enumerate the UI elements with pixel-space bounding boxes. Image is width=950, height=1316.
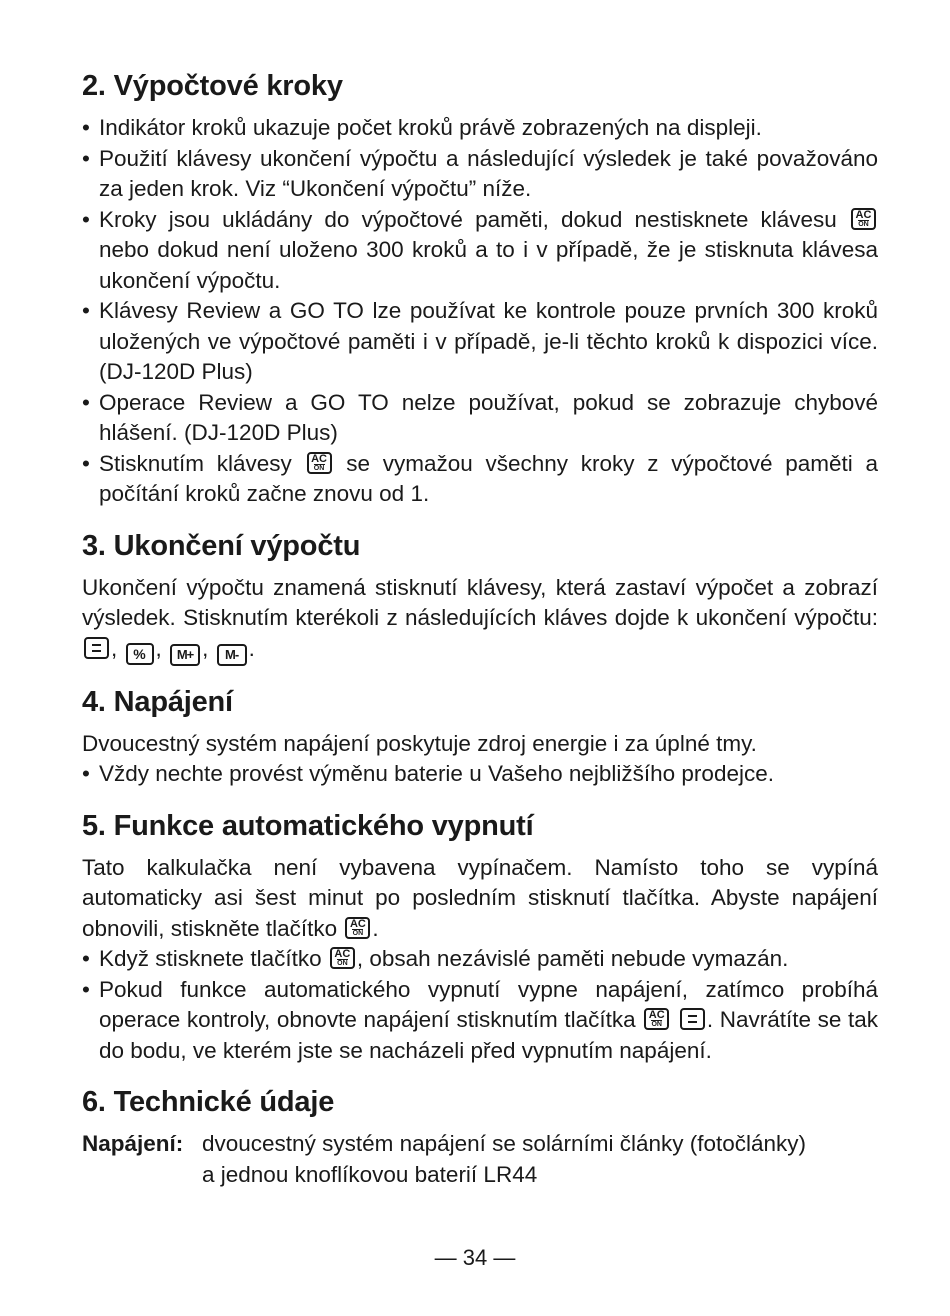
text: Kroky jsou ukládány do výpočtové paměti, dokud nestisknete klávesu xyxy=(99,206,837,232)
text: nebo dokud není uloženo 300 kroků a to i v případě, že je stisknuta klávesa ukončení výpočtu. xyxy=(99,237,878,293)
list-item: • Vždy nechte provést výměnu baterie u Vašeho nejbližšího prodejce. xyxy=(82,759,878,790)
paragraph: Tato kalkulačka není vybavena vypínačem. Namísto toho se vypíná automaticky asi šest minut po posledním stisknutí tlačítka. Abyste napájení obnovili, stiskněte tlačítko AC ON . xyxy=(82,854,878,941)
section-calculation-steps xyxy=(82,66,878,510)
list-item xyxy=(82,205,878,297)
paragraph: Ukončení výpočtu znamená stisknutí klávesy, která zastaví výpočet a zobrazí výsledek. Stisknutím kterékoli z následujících kláves dojde k ukončení výpočtu: , % , M+ , M- . xyxy=(82,573,878,666)
section-heading: 4. Napájení xyxy=(82,685,233,718)
page-number: — 34 — xyxy=(434,1245,516,1270)
section-heading: 5. Funkce automatického vypnutí xyxy=(82,809,534,842)
equals-key-icon xyxy=(84,637,109,659)
bullet-list xyxy=(82,944,878,1066)
list-item xyxy=(82,944,878,975)
list-item: • Operace Review a GO TO nelze používat, pokud se zobrazuje chybové hlášení. (DJ-120D Plus) xyxy=(82,388,878,449)
section-heading: 6. Technické údaje xyxy=(82,1086,335,1118)
paragraph: Dvoucestný systém napájení poskytuje zdroj energie i za úplné tmy. xyxy=(82,730,757,756)
ac-on-key-icon: AC ON xyxy=(644,1008,669,1030)
text: Pokud funkce automatického vypnutí vypne napájení, zatímco probíhá operace kontroly, obnovte napájení stisknutím tlačítka xyxy=(99,976,878,1032)
list-item: • Indikátor kroků ukazuje počet kroků právě zobrazených na displeji. xyxy=(82,113,878,144)
content xyxy=(82,66,878,1206)
text: se vymažou všechny kroky z výpočtové paměti a počítání kroků začne znovu od 1. xyxy=(99,450,878,506)
text: Když stisknete tlačítko xyxy=(99,946,322,971)
text: , obsah nezávislé paměti nebude vymazán. xyxy=(356,946,789,971)
spec-value xyxy=(202,1129,878,1190)
text: Ukončení výpočtu znamená stisknutí klávesy, která zastaví výpočet a zobrazí výsledek. Stisknutím kterékoli z následujících kláves dojde k ukončení výpočtu: xyxy=(82,574,878,630)
ac-on-key-icon: AC ON xyxy=(851,208,876,230)
ac-on-key-icon: AC ON xyxy=(330,947,355,969)
bullet-list xyxy=(82,113,878,510)
list-item: • Klávesy Review a GO TO lze používat ke kontrole pouze prvních 300 kroků uložených ve výpočtové paměti i v případě, je-li těchto kroků k dispozici více. (DJ-120D Plus) xyxy=(82,296,878,388)
list-item: • Použití klávesy ukončení výpočtu a následující výsledek je také považováno za jeden krok. Viz “Ukončení výpočtu” níže. xyxy=(82,144,878,205)
section-specifications xyxy=(82,1082,878,1190)
percent-key-icon: % xyxy=(126,643,154,665)
section-power xyxy=(82,682,878,790)
text: Stisknutím klávesy xyxy=(99,450,292,476)
spec-row xyxy=(82,1129,878,1190)
text: Navrátíte se tak do bodu, ve kterém jste se nacházeli před vypnutím napájení. xyxy=(99,1007,878,1063)
ac-on-key-icon: AC ON xyxy=(307,452,332,474)
section-end-of-calculation xyxy=(82,526,878,666)
section-heading: 3. Ukončení výpočtu xyxy=(82,529,361,562)
equals-key-icon xyxy=(680,1008,705,1030)
spec-label: Napájení: xyxy=(82,1131,184,1156)
m-minus-key-icon: M- xyxy=(217,644,247,666)
spec-value-line: a jednou knoflíkovou baterií LR44 xyxy=(202,1161,538,1187)
section-auto-power-off xyxy=(82,806,878,1067)
ac-on-key-icon: AC ON xyxy=(345,917,370,939)
section-heading: 2. Výpočtové kroky xyxy=(82,70,343,102)
list-item xyxy=(82,449,878,510)
list-item: • Pokud funkce automatického vypnutí vypne napájení, zatímco probíhá operace kontroly, obnovte napájení stisknutím tlačítka AC ON . Navrátíte se tak do bodu, ve kterém jste se nacházeli před vypnutím napájení. xyxy=(82,975,878,1067)
bullet-list xyxy=(82,759,878,790)
text: Tato kalkulačka není vybavena vypínačem. Namísto toho se vypíná automaticky asi šest minut po posledním stisknutí tlačítka. Abyste napájení obnovili, stiskněte tlačítko xyxy=(82,854,878,941)
spec-value-line: dvoucestný systém napájení se solárními články (fotočlánky) xyxy=(202,1131,807,1156)
m-plus-key-icon: M+ xyxy=(170,644,200,666)
